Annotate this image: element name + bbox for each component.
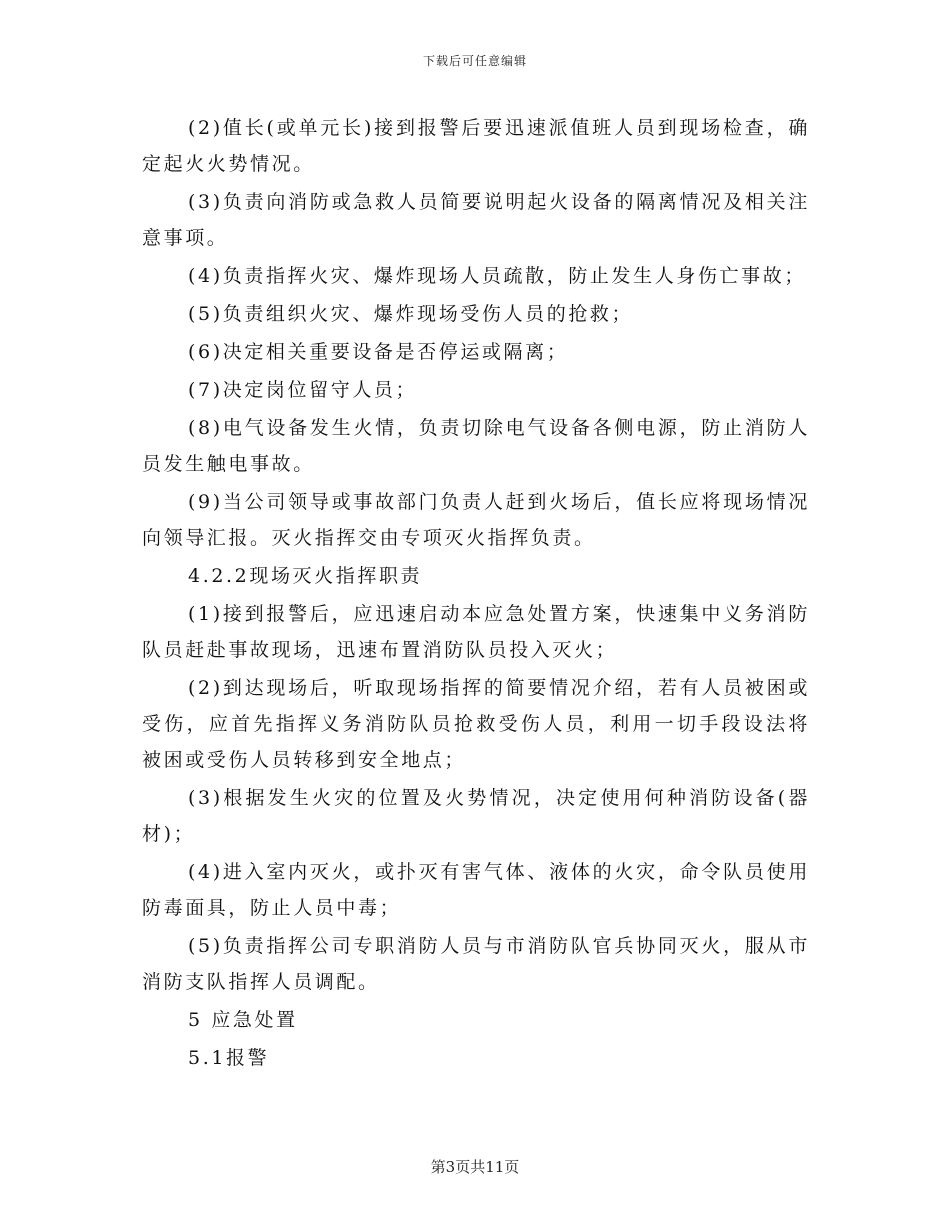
paragraph-duty-7: (7)决定岗位留守人员； [188, 379, 418, 401]
paragraph-duty-5: (5)负责组织火灾、爆炸现场受伤人员的抢救； [188, 303, 634, 325]
section-heading-5-1: 5.1报警 [188, 1047, 270, 1069]
paragraph-commander-3: (3)根据发生火灾的位置及火势情况，决定使用何种消防设备(器材)； [142, 787, 810, 845]
paragraph-commander-5: (5)负责指挥公司专职消防人员与市消防队官兵协同灭火，服从市消防支队指挥人员调配。 [142, 935, 810, 993]
paragraph-duty-6: (6)决定相关重要设备是否停运或隔离； [188, 341, 569, 363]
page-footer: 第3页共11页 [430, 1158, 520, 1176]
paragraph-commander-4: (4)进入室内灭火，或扑灭有害气体、液体的火灾，命令队员使用防毒面具，防止人员中毒； [142, 861, 810, 919]
document-body [142, 110, 810, 1078]
paragraph-commander-2: (2)到达现场后，听取现场指挥的简要情况介绍，若有人员被困或受伤，应首先指挥义务消防队员抢救受伤人员，利用一切手段设法将被困或受伤人员转移到安全地点； [142, 677, 810, 771]
page-header: 下载后可任意编辑 [422, 54, 527, 68]
section-heading-5: 5 应急处置 [188, 1009, 298, 1031]
paragraph-duty-3: (3)负责向消防或急救人员简要说明起火设备的隔离情况及相关注意事项。 [142, 191, 810, 249]
section-heading-4-2-2: 4.2.2现场灭火指挥职责 [188, 565, 423, 587]
paragraph-duty-2: (2)值长(或单元长)接到报警后要迅速派值班人员到现场检查，确定起火火势情况。 [142, 117, 810, 175]
paragraph-duty-8: (8)电气设备发生火情，负责切除电气设备各侧电源，防止消防人员发生触电事故。 [142, 417, 810, 475]
paragraph-commander-1: (1)接到报警后，应迅速启动本应急处置方案，快速集中义务消防队员赶赴事故现场，迅速布置消防队员投入灭火； [142, 603, 810, 661]
paragraph-duty-4: (4)负责指挥火灾、爆炸现场人员疏散，防止发生人身伤亡事故； [188, 265, 806, 287]
paragraph-duty-9: (9)当公司领导或事故部门负责人赶到火场后，值长应将现场情况向领导汇报。灭火指挥交由专项灭火指挥负责。 [142, 491, 810, 549]
